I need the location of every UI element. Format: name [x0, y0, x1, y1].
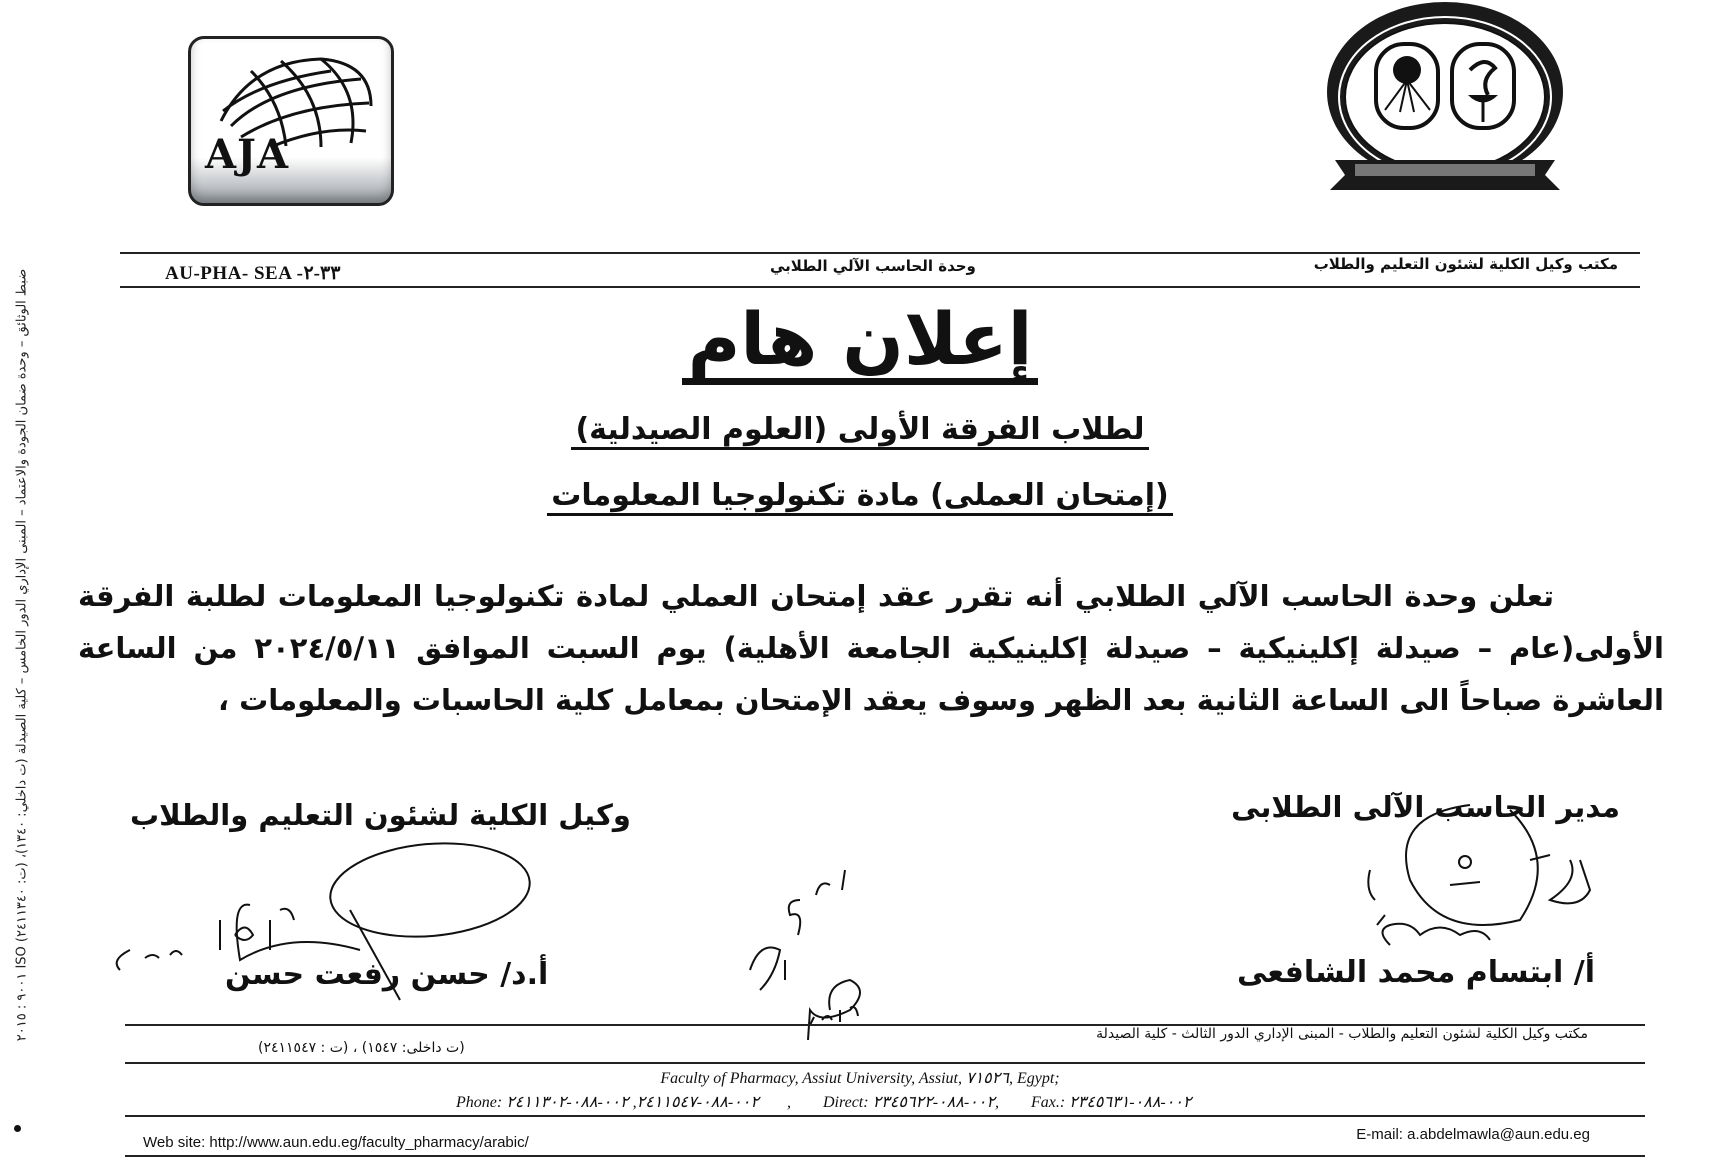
header-bottom-rule	[120, 286, 1640, 288]
footer-rule-2	[125, 1062, 1645, 1064]
signatory-left-name: أ.د/ حسن رفعت حسن	[225, 957, 549, 992]
side-stamp-text: ضبط الوثائق – وحدة ضمان الجودة والاعتماد – المبنى الإداري الدور الخامس – كلية الصيدلة (ت داخلي: ١٣٤٠)، (ت: ٢٤١١٣٤٠) ISO ٩٠٠١ : ٢٠١٥	[14, 268, 30, 1042]
footer-internal-phones: (ت داخلى: ١٥٤٧) ، (ت : ٢٤١١٥٤٧)	[258, 1040, 465, 1056]
header-unit-name: وحدة الحاسب الآلي الطلابي	[770, 257, 976, 275]
document-code: AU-PHA- SEA -٣٣-٢	[165, 263, 341, 284]
signature-middle-scribble	[730, 860, 910, 1040]
header-office-name: مكتب وكيل الكلية لشئون التعليم والطلاب	[1313, 255, 1618, 273]
aja-logo-text: AJA	[205, 131, 289, 178]
footer-office-address: مكتب وكيل الكلية لشئون التعليم والطلاب - المبنى الإداري الدور الثالث - كلية الصيدلة	[1096, 1026, 1588, 1042]
footer-rule-3	[125, 1115, 1645, 1117]
header-top-rule	[120, 252, 1640, 254]
footer-phone-2: ٠٠٢-٠٨٨-٢٤١١٣٠٢,	[506, 1094, 791, 1111]
footer-fax: Fax.: ٠٠٢-٠٨٨-٢٣٤٥٦٣١	[1030, 1094, 1192, 1111]
signatory-right-title: مدير الحاسب الآلى الطلابى	[1231, 790, 1620, 824]
footer-email: E-mail: a.abdelmawla@aun.edu.eg	[1356, 1126, 1590, 1143]
announcement-title	[0, 297, 1720, 385]
signatory-left-title: وكيل الكلية لشئون التعليم والطلاب	[130, 798, 631, 832]
signature-left-scribble	[110, 840, 590, 1020]
footer-phone: Phone: ٠٠٢-٠٨٨-٢٤١١٥٤٧,	[456, 1094, 759, 1111]
decorative-dot	[14, 1125, 21, 1132]
subtitle-target-students-text: لطلاب الفرقة الأولى (العلوم الصيدلية)	[571, 412, 1148, 450]
footer-rule-4	[125, 1155, 1645, 1157]
subtitle-exam-subject	[0, 478, 1720, 513]
faculty-of-pharmacy-logo	[1310, 0, 1580, 200]
subtitle-exam-subject-text: (إمتحان العملى) مادة تكنولوجيا المعلومات	[547, 478, 1173, 516]
announcement-paragraph: تعلن وحدة الحاسب الآلي الطلابي أنه تقرر عقد إمتحان العملي لمادة تكنولوجيا المعلومات لطلبة الفرقة الأولى(عام – صيدلة إكلينيكية – صيدلة إكلينيكية الجامعة الأهلية) يوم السبت الموافق ٢٠٢٤/٥/١١ من الساعة العاشرة صباحاً الى الساعة الثانية بعد الظهر وسوف يعقد الإمتحان بمعامل كلية الحاسبات والمعلومات ،	[78, 579, 1664, 717]
footer-contact-numbers	[456, 1092, 1220, 1112]
footer-website: Web site: http://www.aun.edu.eg/faculty_pharmacy/arabic/	[143, 1134, 529, 1151]
footer-faculty-address: Faculty of Pharmacy, Assiut University, Assiut, ٧١٥٢٦, Egypt;	[660, 1070, 1060, 1087]
signature-right-scribble	[1330, 800, 1620, 960]
aja-logo	[188, 36, 394, 206]
signatory-right-name: أ/ ابتسام محمد الشافعى	[1236, 955, 1595, 990]
announcement-body	[78, 570, 1664, 726]
subtitle-target-students	[0, 412, 1720, 447]
footer-direct: Direct: ٠٠٢-٠٨٨-٢٣٤٥٦٢٢,	[822, 1094, 999, 1111]
announcement-title-text: إعلان هام	[682, 302, 1039, 385]
